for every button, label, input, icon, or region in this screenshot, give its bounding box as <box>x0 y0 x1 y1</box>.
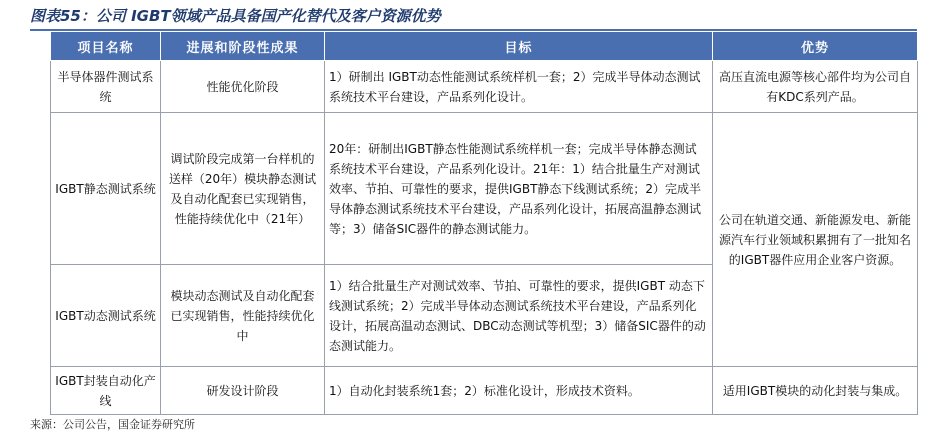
row-1-progress: 性能优化阶段 <box>161 61 325 113</box>
table-header-row <box>51 32 918 61</box>
table-row <box>51 61 918 113</box>
row-3-progress: 模块动态测试及自动化配套已实现销售，性能持续优化中 <box>161 265 325 367</box>
row-2-goal: 20年：研制出IGBT静态性能测试系统样机一套；完成半导体静态测试系统技术平台建设，产品系列化设计。21年：1）结合批量生产对测试效率、节拍、可靠性的要求，提供IGBT静态下线测试系统；2）完成半导体静态测试系统技术平台建设，产品系列化设计，拓展高温静态测试等；3）储备SIC器件的静态测试能力。 <box>325 113 713 265</box>
row-1-goal: 1）研制出 IGBT动态性能测试系统样机一套；2）完成半导体动态测试系统技术平台建设，产品系列化设计。 <box>325 61 713 113</box>
header-advantage: 优势 <box>713 32 918 61</box>
table-row <box>51 367 918 415</box>
product-table <box>50 31 918 415</box>
row-1-advantage: 高压直流电源等核心部件均为公司自有KDC系列产品。 <box>713 61 918 113</box>
row-3-goal: 1）结合批量生产对测试效率、节拍、可靠性的要求，提供IGBT 动态下线测试系统；2）完成半导体动态测试系统技术平台建设，产品系列化设计，拓展高温动态测试、DBC动态测试等机型；3）储备SIC器件的动态测试能力。 <box>325 265 713 367</box>
row-4-advantage: 适用IGBT模块的动化封装与集成。 <box>713 367 918 415</box>
header-progress: 进展和阶段性成果 <box>161 32 325 61</box>
header-project-name: 项目名称 <box>51 32 161 61</box>
row-4-name: IGBT封装自动化产线 <box>51 367 161 415</box>
row-4-progress: 研发设计阶段 <box>161 367 325 415</box>
row-3-name: IGBT动态测试系统 <box>51 265 161 367</box>
header-goal: 目标 <box>325 32 713 61</box>
row-2-progress: 调试阶段完成第一台样机的送样（20年）模块静态测试及自动化配套已实现销售，性能持续优化中（21年） <box>161 113 325 265</box>
source-note: 来源：公司公告，国金证券研究所 <box>30 418 195 431</box>
row-2-3-advantage: 公司在轨道交通、新能源发电、新能源汽车行业领域积累拥有了一批知名的IGBT器件应用企业客户资源。 <box>713 113 918 367</box>
row-4-goal: 1）自动化封装系统1套；2）标准化设计，形成技术资料。 <box>325 367 713 415</box>
figure-title: 图表55：公司 IGBT领域产品具备国产化替代及客户资源优势 <box>30 7 441 25</box>
row-1-name: 半导体器件测试系统 <box>51 61 161 113</box>
table-row <box>51 113 918 265</box>
row-2-name: IGBT静态测试系统 <box>51 113 161 265</box>
